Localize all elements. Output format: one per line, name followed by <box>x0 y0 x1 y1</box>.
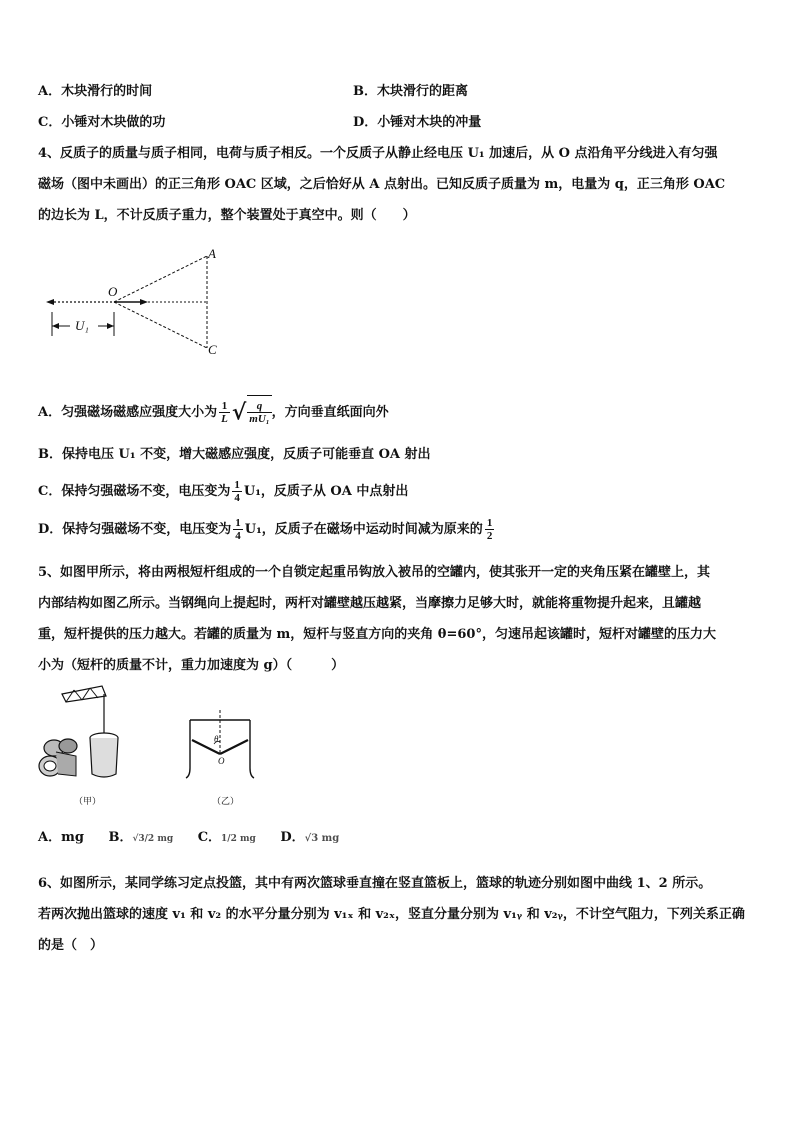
frac-num: 1 <box>234 479 240 491</box>
q6-stem-line-1: 6、如图所示，某同学练习定点投篮，其中有两次篮球垂直撞在竖直篮板上，篮球的轨迹分别如图中曲线 1、2 所示。 <box>38 876 712 891</box>
q4-option-a <box>38 395 756 430</box>
q4-option-a-sqrt <box>247 395 271 430</box>
q3-option-a: A．木块滑行的时间 <box>38 84 153 99</box>
q3-option-row-2 <box>38 113 756 133</box>
q5-option-c-label: C． <box>197 830 222 845</box>
q3-option-b: B．木块滑行的距离 <box>353 84 468 99</box>
q5-option-a: A．mg <box>38 830 84 845</box>
q5-stem-line-3: 重，短杆提供的压力越大。若罐的质量为 m，短杆与竖直方向的夹角 θ=60°，匀速吊起该罐时，短杆对罐壁的压力大 <box>38 627 716 642</box>
q4-label-u1: U₁ <box>75 318 89 333</box>
q5-caption-jia: （甲） <box>74 797 102 807</box>
q4-stem-line-2: 磁场（图中未画出）的正三角形 OAC 区域，之后恰好从 A 点射出。已知反质子质量为 m，电量为 q，正三角形 OAC <box>38 177 726 192</box>
q4-option-d <box>38 516 756 544</box>
q5-option-d-value: √3 mg <box>304 833 340 844</box>
q5-option-b-value: √3/2 mg <box>132 834 174 844</box>
sqrt-fraction <box>247 400 271 425</box>
q4-option-c <box>38 478 756 506</box>
q4-stem-line-3: 的边长为 L，不计反质子重力，整个装置处于真空中。则（ ） <box>38 208 416 223</box>
q4-label-a: A <box>208 246 216 261</box>
q6-stem-line-3: 的是（ ） <box>38 938 104 953</box>
q4-option-c-text: C．保持匀强磁场不变，电压变为 <box>38 484 231 499</box>
q5-figure-jia <box>36 682 136 792</box>
q4-option-d-mid: U₁，反质子在磁场中运动时间减为原来的 <box>244 522 483 537</box>
frac-den: 4 <box>234 492 240 504</box>
q5-label-theta: θ <box>214 734 219 744</box>
q5-option-row <box>38 828 756 849</box>
q5-option-d-label: D． <box>280 830 305 845</box>
q3-option-row-1 <box>38 82 756 102</box>
frac-num: 1 <box>486 517 493 529</box>
q4-option-a-tail: ，方向垂直纸面向外 <box>271 405 389 420</box>
q3-option-d: D．小锤对木块的冲量 <box>353 115 482 130</box>
q4-option-a-fraction <box>219 400 230 425</box>
q4-option-c-tail: U₁，反质子从 OA 中点射出 <box>243 484 409 499</box>
q5-option-c-value: 1/2 mg <box>221 834 256 844</box>
q4-option-b: B．保持电压 U₁ 不变，增大磁感应强度，反质子可能垂直 OA 射出 <box>38 447 431 462</box>
frac-den: L <box>221 413 228 425</box>
q4-label-o: O <box>108 284 118 299</box>
q4-option-a-text: A．匀强磁场磁感应强度大小为 <box>38 405 218 420</box>
frac-num: 1 <box>219 400 230 413</box>
q5-stem-line-4: 小为（短杆的质量不计，重力加速度为 g）（ ） <box>38 658 345 673</box>
frac-den: 4 <box>235 530 241 542</box>
frac-num: 1 <box>235 517 241 529</box>
q4-option-d-text: D．保持匀强磁场不变，电压变为 <box>38 522 232 537</box>
q4-stem-line-1: 4、反质子的质量与质子相同，电荷与质子相反。一个反质子从静止经电压 U₁ 加速后，从 O 点沿角平分线进入有匀强 <box>38 146 718 161</box>
q5-figure-yi <box>180 706 260 786</box>
q5-stem-line-1: 5、如图甲所示，将由两根短杆组成的一个自锁定起重吊钩放入被吊的空罐内，使其张开一定的夹角压紧在罐壁上，其 <box>38 565 711 580</box>
q4-triangle-figure <box>40 244 240 364</box>
q5-stem-line-2: 内部结构如图乙所示。当钢绳向上提起时，两杆对罐壁越压越紧，当摩擦力足够大时，就能将重物提升起来，且罐越 <box>38 596 702 611</box>
q4-label-c: C <box>208 342 217 357</box>
q4-option-c-fraction <box>232 479 242 504</box>
q5-caption-yi: （乙） <box>212 797 240 807</box>
sqrt-sign: √ <box>231 399 247 426</box>
q5-option-b-label: B． <box>108 830 133 845</box>
q3-option-c: C．小锤对木块做的功 <box>38 115 166 130</box>
sqrt-den: mU₁ <box>249 413 270 425</box>
frac-den: 2 <box>486 530 493 542</box>
q4-option-d-fraction <box>233 517 243 542</box>
sqrt-num: q <box>247 400 271 413</box>
q6-stem-line-2: 若两次抛出篮球的速度 v₁ 和 v₂ 的水平分量分别为 v₁ₓ 和 v₂ₓ，竖直分量分别为 v₁ᵧ 和 v₂ᵧ，不计空气阻力，下列关系正确 <box>38 907 745 922</box>
q4-option-d-fraction-2 <box>485 517 495 542</box>
q5-label-o: O <box>218 756 225 766</box>
